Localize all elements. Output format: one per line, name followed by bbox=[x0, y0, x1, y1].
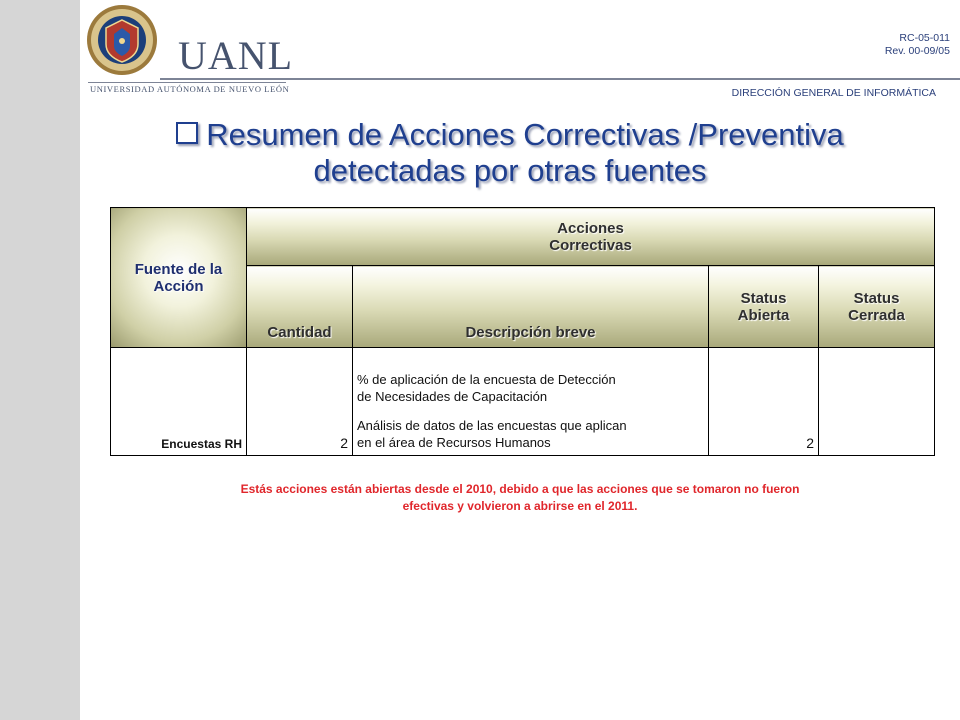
cell-status-cerrada bbox=[819, 348, 935, 456]
uanl-wordmark: UANL bbox=[178, 33, 294, 78]
cell-status-abierta: 2 bbox=[709, 348, 819, 456]
corrective-actions-table bbox=[110, 207, 935, 456]
header-descripcion: Descripción breve bbox=[353, 266, 709, 348]
table-row bbox=[111, 348, 935, 456]
cell-cantidad: 2 bbox=[247, 348, 353, 456]
header-status-cerrada: Status Cerrada bbox=[819, 266, 935, 348]
cell-fuente: Encuestas RH bbox=[111, 348, 247, 456]
footnote: Estás acciones están abiertas desde el 2010, debido a que las acciones que se tomaron no fueron efectivas y volvieron a abrirse en el 2011. bbox=[240, 482, 800, 513]
slide-title bbox=[100, 117, 920, 189]
title-line-2: detectadas por otras fuentes bbox=[313, 153, 707, 188]
header-acciones-correctivas: Acciones Correctivas bbox=[247, 208, 935, 266]
document-revision: Rev. 00-09/05 bbox=[884, 45, 950, 57]
university-name: UNIVERSIDAD AUTÓNOMA DE NUEVO LEÓN bbox=[90, 84, 290, 94]
checkbox-bullet-icon bbox=[176, 122, 198, 144]
department-name: DIRECCIÓN GENERAL DE INFORMÁTICA bbox=[731, 87, 936, 99]
university-seal-logo bbox=[86, 4, 158, 76]
header-divider bbox=[160, 78, 960, 80]
document-code-block bbox=[885, 32, 950, 58]
cell-descripcion: % de aplicación de la encuesta de Detección de Necesidades de Capacitación Análisis de datos de las encuestas que aplican en el área de Recursos Humanos bbox=[353, 348, 709, 456]
header-status-abierta: Status Abierta bbox=[709, 266, 819, 348]
document-code: RC-05-011 bbox=[899, 32, 950, 44]
title-line-1: Resumen de Acciones Correctivas /Preventiva bbox=[206, 117, 844, 152]
logo-underline bbox=[88, 82, 286, 83]
left-sidebar-bar bbox=[0, 0, 80, 720]
header-cantidad: Cantidad bbox=[247, 266, 353, 348]
header-fuente: Fuente de la Acción bbox=[111, 208, 247, 348]
